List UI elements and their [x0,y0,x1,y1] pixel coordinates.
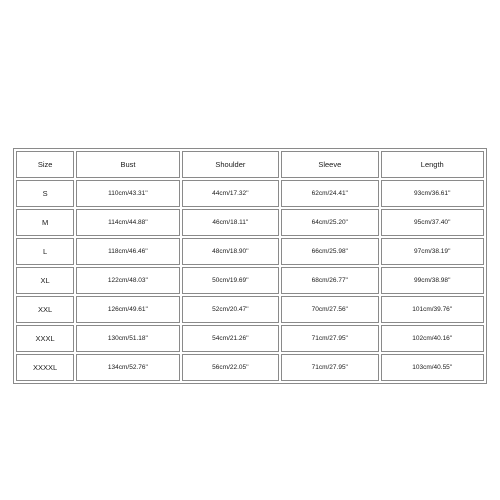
bust-cell: 130cm/51.18'' [76,325,179,352]
shoulder-cell: 44cm/17.32'' [182,180,279,207]
table-row [16,354,484,381]
length-cell: 101cm/39.76'' [381,296,484,323]
shoulder-cell: 56cm/22.05'' [182,354,279,381]
sleeve-cell: 71cm/27.95'' [281,325,378,352]
shoulder-cell: 54cm/21.26'' [182,325,279,352]
length-cell: 102cm/40.16'' [381,325,484,352]
sleeve-cell: 62cm/24.41'' [281,180,378,207]
size-cell: XXXL [16,325,74,352]
table-row [16,209,484,236]
table-row [16,325,484,352]
length-cell: 103cm/40.55'' [381,354,484,381]
length-cell: 99cm/38.98'' [381,267,484,294]
header-bust: Bust [76,151,179,178]
bust-cell: 126cm/49.61'' [76,296,179,323]
sleeve-cell: 71cm/27.95'' [281,354,378,381]
length-cell: 93cm/36.61'' [381,180,484,207]
length-cell: 95cm/37.40'' [381,209,484,236]
header-shoulder: Shoulder [182,151,279,178]
header-sleeve: Sleeve [281,151,378,178]
bust-cell: 110cm/43.31'' [76,180,179,207]
size-cell: S [16,180,74,207]
sleeve-cell: 64cm/25.20'' [281,209,378,236]
sleeve-cell: 66cm/25.98'' [281,238,378,265]
bust-cell: 114cm/44.88'' [76,209,179,236]
length-cell: 97cm/38.19'' [381,238,484,265]
bust-cell: 118cm/46.46'' [76,238,179,265]
size-chart-table [13,148,487,384]
size-cell: XXL [16,296,74,323]
table-row [16,267,484,294]
header-size: Size [16,151,74,178]
header-row [16,151,484,178]
shoulder-cell: 52cm/20.47'' [182,296,279,323]
sleeve-cell: 68cm/26.77'' [281,267,378,294]
header-length: Length [381,151,484,178]
table-row [16,238,484,265]
table-row [16,296,484,323]
size-cell: L [16,238,74,265]
bust-cell: 122cm/48.03'' [76,267,179,294]
size-cell: XL [16,267,74,294]
sleeve-cell: 70cm/27.56'' [281,296,378,323]
table-row [16,180,484,207]
shoulder-cell: 50cm/19.69'' [182,267,279,294]
shoulder-cell: 48cm/18.90'' [182,238,279,265]
shoulder-cell: 46cm/18.11'' [182,209,279,236]
size-cell: XXXXL [16,354,74,381]
bust-cell: 134cm/52.76'' [76,354,179,381]
size-cell: M [16,209,74,236]
